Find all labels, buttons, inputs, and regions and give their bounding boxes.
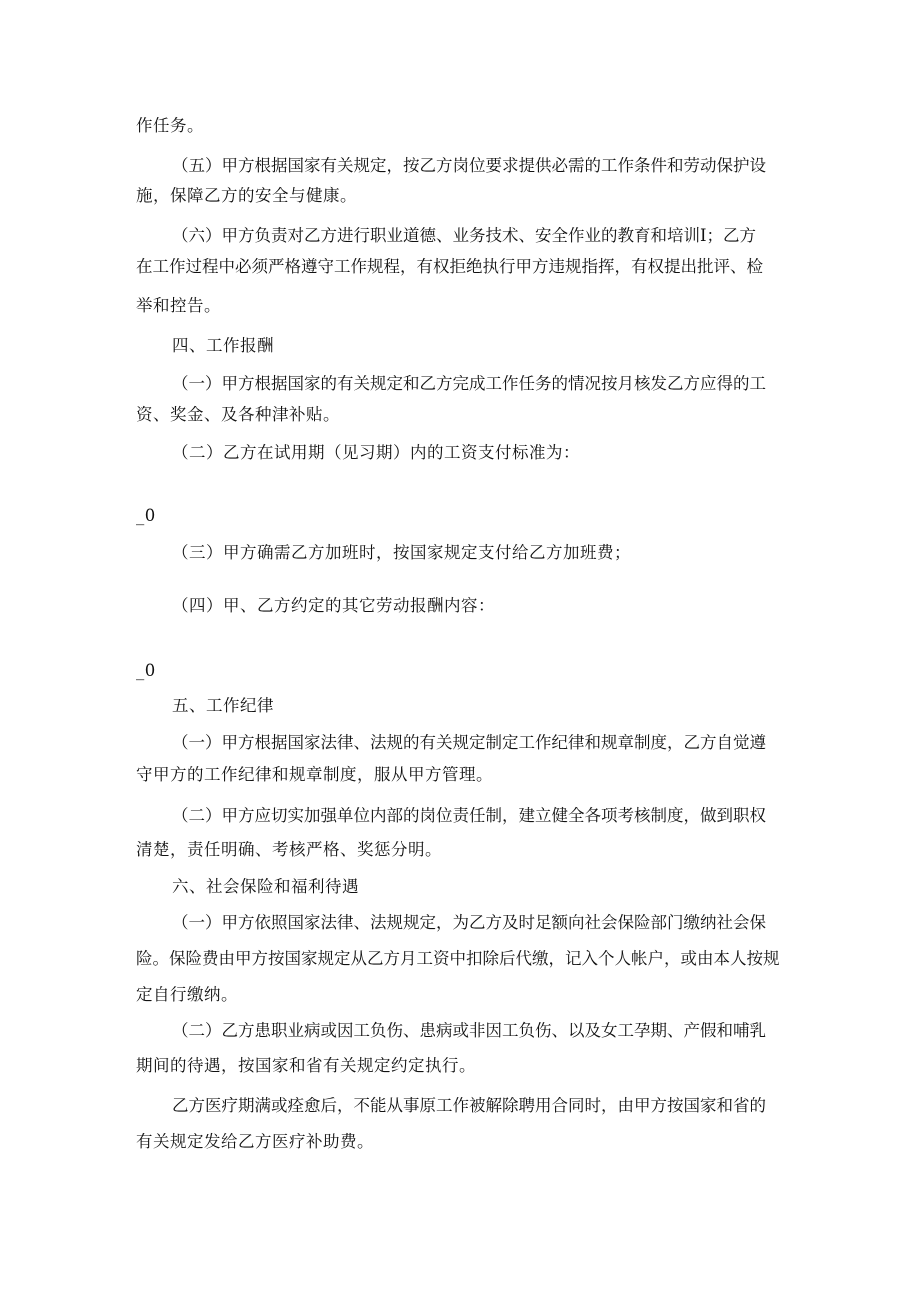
- paragraph-line: （四）甲、乙方约定的其它劳动报酬内容：: [172, 596, 495, 615]
- blank-field: _0: [136, 661, 156, 680]
- paragraph-line: （五）甲方根据国家有关规定，按乙方岗位要求提供必需的工作条件和劳动保护设: [172, 156, 766, 175]
- paragraph-line: 乙方医疗期满或痊愈后，不能从事原工作被解除聘用合同时，由甲方按国家和省的: [172, 1096, 766, 1115]
- text-line: 定自行缴纳。: [136, 985, 238, 1004]
- paragraph-line: （一）甲方依照国家法律、法规规定，为乙方及时足额向社会保险部门缴纳社会保: [172, 913, 766, 932]
- section-heading: 六、社会保险和福利待遇: [172, 877, 359, 896]
- text-line: 举和控告。: [136, 296, 221, 315]
- section-heading: 四、工作报酬: [172, 336, 274, 355]
- text-line: 险。保险费由甲方按国家规定从乙方月工资中扣除后代缴，记入个人帐户，或由本人按规: [136, 949, 780, 968]
- text-line: 施，保障乙方的安全与健康。: [136, 186, 357, 205]
- paragraph-line: （二）甲方应切实加强单位内部的岗位责任制，建立健全各项考核制度，做到职权: [172, 806, 766, 825]
- text-line: 在工作过程中必须严格遵守工作规程，有权拒绝执行甲方违规指挥，有权提出批评、检: [136, 257, 763, 276]
- text-line: 守甲方的工作纪律和规章制度，服从甲方管理。: [136, 765, 493, 784]
- section-heading: 五、工作纪律: [172, 696, 274, 715]
- paragraph-line: （二）乙方患职业病或因工负伤、患病或非因工负伤、以及女工孕期、产假和哺乳: [172, 1021, 766, 1040]
- blank-field: _0: [136, 506, 156, 525]
- paragraph-line: （一）甲方根据国家法律、法规的有关规定制定工作纪律和规章制度，乙方自觉遵: [172, 733, 766, 752]
- paragraph-line: （六）甲方负责对乙方进行职业道德、业务技术、安全作业的教育和培训Ⅰ；乙方: [172, 226, 757, 245]
- text-line: 清楚，责任明确、考核严格、奖惩分明。: [136, 840, 442, 859]
- paragraph-line: （三）甲方确需乙方加班时，按国家规定支付给乙方加班费；: [172, 543, 631, 562]
- text-line: 资、奖金、及各种津补贴。: [136, 405, 340, 424]
- text-line: 有关规定发给乙方医疗补助费。: [136, 1132, 374, 1151]
- text-line: 作任务。: [136, 116, 204, 135]
- paragraph-line: （一）甲方根据国家的有关规定和乙方完成工作任务的情况按月核发乙方应得的工: [172, 374, 766, 393]
- paragraph-line: （二）乙方在试用期（见习期）内的工资支付标准为：: [172, 443, 580, 462]
- text-line: 期间的待遇，按国家和省有关规定约定执行。: [136, 1056, 476, 1075]
